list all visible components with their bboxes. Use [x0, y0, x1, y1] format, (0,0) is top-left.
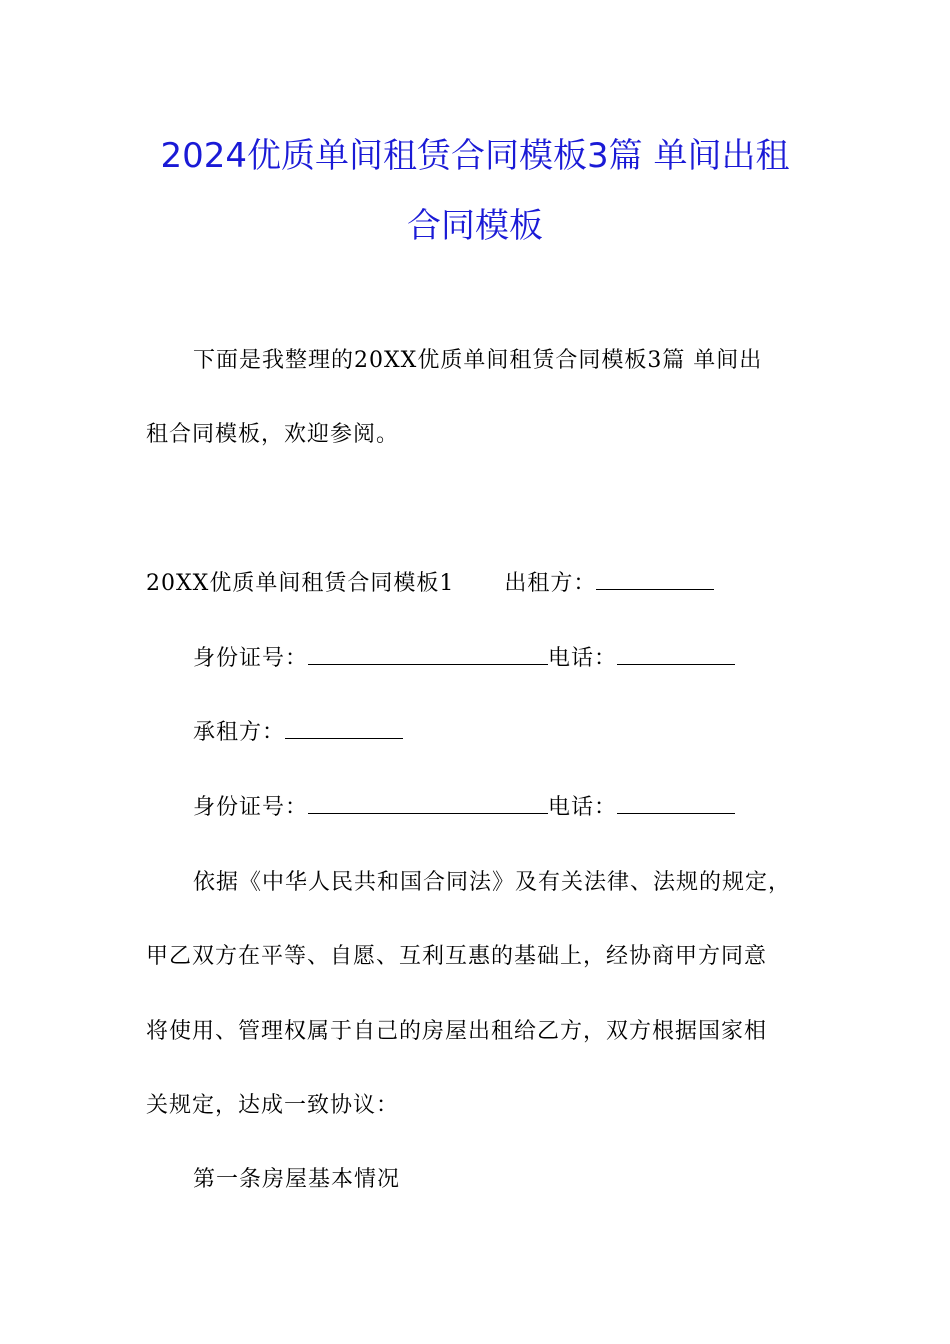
- id-blank: [308, 644, 548, 665]
- phone-blank: [617, 644, 735, 665]
- paragraph-line-3: 将使用、管理权属于自己的房屋出租给乙方，双方根据国家相: [146, 1019, 768, 1044]
- id-blank-2: [308, 793, 548, 814]
- article-1-heading: 第一条房屋基本情况: [193, 1167, 401, 1192]
- lessor-label: 出租方：: [504, 571, 597, 596]
- id-label: 身份证号：: [193, 646, 309, 671]
- phone-blank-2: [617, 793, 735, 814]
- intro-line-2: 租合同模板，欢迎参阅。: [146, 422, 400, 447]
- lessor-blank: [596, 569, 714, 590]
- paragraph-line-4: 关规定，达成一致协议：: [146, 1093, 400, 1118]
- phone-label-2: 电话：: [548, 795, 618, 820]
- id-label-2: 身份证号：: [193, 795, 309, 820]
- lessee-id-row: [193, 793, 735, 823]
- lessee-row: [193, 718, 403, 748]
- paragraph-line-2: 甲乙双方在平等、自愿、互利互惠的基础上，经协商甲方同意: [146, 944, 768, 969]
- document-title-line-1: 2024优质单间租赁合同模板3篇 单间出租: [160, 136, 790, 176]
- intro-line-1: 下面是我整理的20XX优质单间租赁合同模板3篇 单间出: [193, 348, 763, 373]
- contract-heading: 20XX优质单间租赁合同模板1: [146, 571, 455, 596]
- paragraph-line-1: 依据《中华人民共和国合同法》及有关法律、法规的规定，: [193, 870, 792, 895]
- document-title-line-2: 合同模板: [407, 206, 543, 246]
- lessee-label: 承租方：: [193, 720, 286, 745]
- contract-heading-row: [146, 569, 714, 599]
- lessor-id-row: [193, 644, 735, 674]
- lessee-blank: [285, 718, 403, 739]
- phone-label: 电话：: [548, 646, 618, 671]
